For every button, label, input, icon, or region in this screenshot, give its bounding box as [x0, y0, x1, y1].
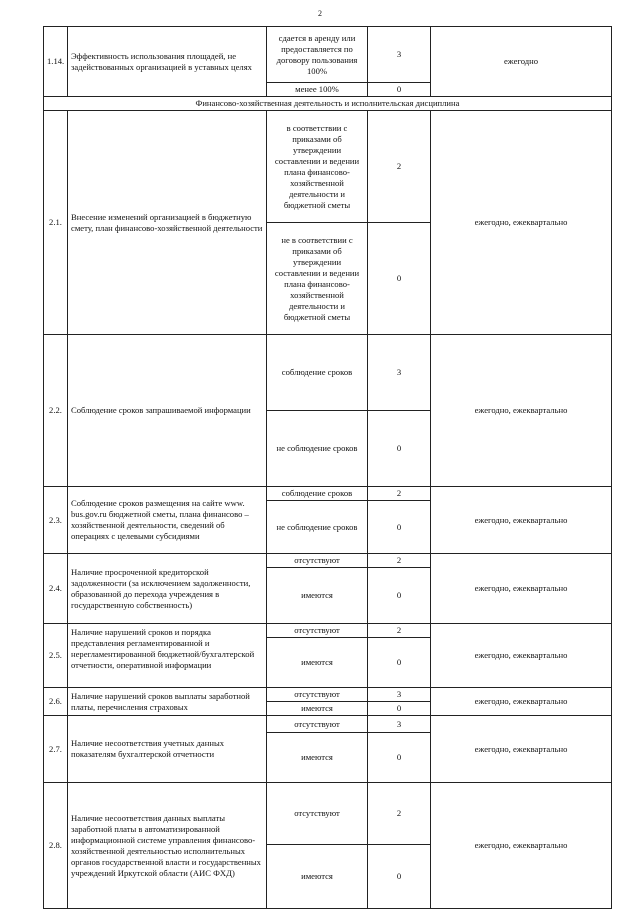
row-number: 2.3. [44, 487, 68, 554]
periodicity: ежегодно, ежеквартально [431, 554, 612, 624]
periodicity: ежегодно, ежеквартально [431, 716, 612, 783]
score: 0 [368, 411, 431, 487]
section-row [44, 97, 612, 111]
indicator-name: Эффективность использования площадей, не задействованных организацией в уставных целях [68, 27, 267, 97]
indicator-name: Наличие просроченной кредиторской задолженности (за исключением задолженности, образованной до перехода учреждения в государственную собственность) [68, 554, 267, 624]
criterion: имеются [267, 638, 368, 688]
periodicity: ежегодно, ежеквартально [431, 624, 612, 688]
row-number: 2.7. [44, 716, 68, 783]
score: 2 [368, 624, 431, 638]
criterion: в соответствии с приказами об утверждении составлении и ведении плана финансово-хозяйственной деятельности и бюджетной сметы [267, 111, 368, 223]
periodicity: ежегодно [431, 27, 612, 97]
periodicity: ежегодно, ежеквартально [431, 335, 612, 487]
indicator-name: Наличие несоответствия данных выплаты заработной платы в автоматизированной информационной системе управления финансово-хозяйственной деятельностью исполнительных органов государственной власти и государственных учреждений Иркутской области (АИС ФХД) [68, 783, 267, 909]
table-row [44, 111, 612, 223]
score: 0 [368, 702, 431, 716]
table-row [44, 783, 612, 845]
criterion: имеются [267, 845, 368, 909]
criterion: не соблюдение сроков [267, 411, 368, 487]
row-number: 2.8. [44, 783, 68, 909]
criterion: сдается в аренду или предоставляется по договору пользования 100% [267, 27, 368, 83]
criteria-table [43, 26, 612, 909]
criterion: соблюдение сроков [267, 335, 368, 411]
criterion: не в соответствии с приказами об утверждении составлении и ведении плана финансово-хозяйственной деятельности и бюджетной сметы [267, 223, 368, 335]
table-row [44, 27, 612, 83]
criterion: отсутствуют [267, 624, 368, 638]
score: 0 [368, 845, 431, 909]
indicator-name: Наличие нарушений сроков и порядка представления регламентированной и нерегламентированной бюджетной/бухгалтерской отчетности, оперативной информации [68, 624, 267, 688]
row-number: 1.14. [44, 27, 68, 97]
score: 2 [368, 111, 431, 223]
section-title: Финансово-хозяйственная деятельность и исполнительская дисциплина [44, 97, 612, 111]
row-number: 2.2. [44, 335, 68, 487]
score: 2 [368, 783, 431, 845]
score: 2 [368, 487, 431, 501]
table-row [44, 335, 612, 411]
page-number: 2 [318, 9, 322, 18]
table-row [44, 487, 612, 501]
score: 0 [368, 83, 431, 97]
criterion: менее 100% [267, 83, 368, 97]
score: 3 [368, 688, 431, 702]
row-number: 2.4. [44, 554, 68, 624]
table-row [44, 688, 612, 702]
periodicity: ежегодно, ежеквартально [431, 487, 612, 554]
criterion: отсутствуют [267, 783, 368, 845]
score: 2 [368, 554, 431, 568]
table-row [44, 624, 612, 638]
score: 0 [368, 568, 431, 624]
indicator-name: Наличие несоответствия учетных данных показателям бухгалтерской отчетности [68, 716, 267, 783]
score: 0 [368, 733, 431, 783]
score: 3 [368, 335, 431, 411]
row-number: 2.6. [44, 688, 68, 716]
criterion: отсутствуют [267, 716, 368, 733]
criterion: не соблюдение сроков [267, 501, 368, 554]
indicator-name: Соблюдение сроков запрашиваемой информации [68, 335, 267, 487]
indicator-name: Соблюдение сроков размещения на сайте www. bus.gov.ru бюджетной сметы, плана финансово – хозяйственной деятельности, сведений об операциях с целевыми субсидиями [68, 487, 267, 554]
table-row [44, 554, 612, 568]
periodicity: ежегодно, ежеквартально [431, 783, 612, 909]
score: 3 [368, 27, 431, 83]
periodicity: ежегодно, ежеквартально [431, 688, 612, 716]
score: 3 [368, 716, 431, 733]
criterion: соблюдение сроков [267, 487, 368, 501]
criterion: отсутствуют [267, 688, 368, 702]
indicator-name: Наличие нарушений сроков выплаты заработной платы, перечисления страховых [68, 688, 267, 716]
table-row [44, 716, 612, 733]
criterion: имеются [267, 568, 368, 624]
criterion: имеются [267, 702, 368, 716]
score: 0 [368, 638, 431, 688]
score: 0 [368, 223, 431, 335]
criterion: отсутствуют [267, 554, 368, 568]
indicator-name: Внесение изменений организацией в бюджетную смету, план финансово-хозяйственной деятельности [68, 111, 267, 335]
score: 0 [368, 501, 431, 554]
row-number: 2.1. [44, 111, 68, 335]
row-number: 2.5. [44, 624, 68, 688]
periodicity: ежегодно, ежеквартально [431, 111, 612, 335]
criterion: имеются [267, 733, 368, 783]
